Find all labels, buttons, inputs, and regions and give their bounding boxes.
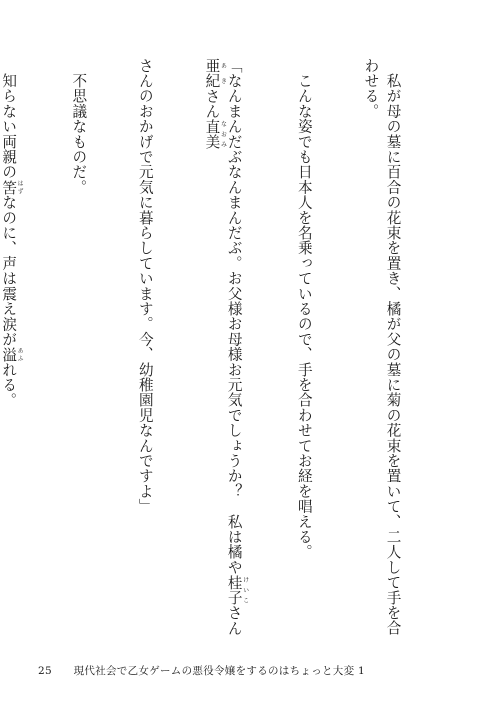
ruby-afureru	[0, 346, 24, 363]
text-line: 私が母の墓に百合の花束を置き、橘が父の墓に菊の花束を置いて、二人して手を合わせる。	[362, 58, 402, 636]
running-title: 現代社会で乙女ゲームの悪役令嬢をするのはちょっと大変 1	[73, 665, 366, 677]
ruby-reading: あふ	[16, 346, 24, 363]
text-line: さんのおかげで元気に暮らしています。今、幼稚園児なんですよ」	[136, 58, 154, 514]
ruby-reading: あき	[219, 58, 227, 89]
ruby-base: 桂子	[225, 574, 243, 606]
text-segment: さん	[225, 605, 243, 636]
ruby-base: 直美	[203, 118, 221, 150]
text-segment: 「なんまんだぶなんまんだぶ。お父様お母様お元気でしょうか？ 私は橘や	[225, 58, 243, 575]
ruby-reading: けいこ	[241, 574, 249, 606]
ruby-base: 溢	[0, 346, 18, 363]
text-segment: なのに、声は震え涙が	[0, 194, 18, 347]
page-footer	[38, 663, 365, 678]
text-segment: れる。	[0, 362, 18, 408]
text-segment: さん	[203, 88, 221, 119]
ruby-naomi	[203, 118, 227, 150]
ruby-hazu	[0, 179, 24, 195]
ruby-base: 亜紀	[203, 58, 221, 89]
text-line	[200, 58, 248, 636]
text-segment: 知らない両親の	[0, 58, 18, 180]
text-line: こんな姿でも日本人を名乗っているので、手を合わせてお経を唱える。	[295, 58, 313, 560]
text-line	[0, 58, 23, 636]
ruby-reading: はず	[16, 179, 24, 195]
ruby-aki	[203, 58, 227, 89]
ruby-keiko	[225, 574, 249, 606]
ruby-base: 筈	[0, 179, 18, 195]
text-line: 不思議なものだ。	[70, 58, 88, 195]
ruby-reading: なおみ	[219, 118, 227, 150]
vertical-body-text	[0, 58, 448, 636]
page-number: 25	[38, 665, 52, 677]
